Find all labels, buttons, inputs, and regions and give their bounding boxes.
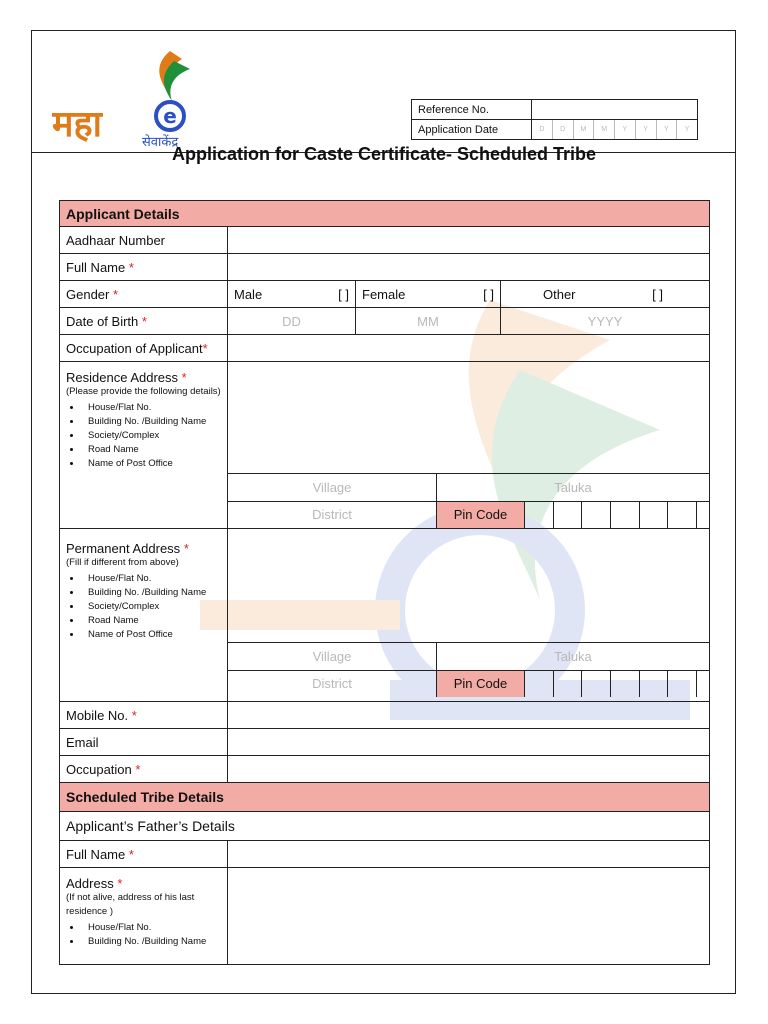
date-box[interactable]: M bbox=[593, 120, 614, 139]
required-star: * bbox=[128, 259, 134, 275]
father-address-note: (If not alive, address of his last residence ) bbox=[66, 892, 195, 917]
reference-box bbox=[411, 99, 698, 140]
application-date-label: Application Date bbox=[412, 120, 532, 140]
residence-village-input[interactable]: Village bbox=[228, 474, 437, 501]
residence-text: Residence Address bbox=[66, 370, 179, 385]
residence-address-label bbox=[60, 362, 228, 529]
permanent-address-input[interactable] bbox=[228, 533, 709, 643]
father-address-items-list bbox=[66, 921, 221, 949]
permanent-address-label bbox=[60, 529, 228, 702]
dob-fields bbox=[228, 308, 710, 335]
full-name-text: Full Name bbox=[66, 259, 126, 275]
permanent-district-input[interactable]: District bbox=[228, 670, 437, 697]
required-star: * bbox=[135, 761, 141, 777]
father-full-name-input[interactable] bbox=[228, 841, 710, 868]
dob-day-input[interactable]: DD bbox=[282, 313, 301, 329]
father-details-heading: Applicant’s Father’s Details bbox=[60, 812, 710, 841]
reference-no-label: Reference No. bbox=[412, 100, 532, 120]
list-item: • Road Name bbox=[82, 443, 221, 457]
mobile-text: Mobile No. bbox=[66, 707, 129, 723]
list-item: • Society/Complex bbox=[82, 429, 221, 443]
list-item: • Road Name bbox=[82, 614, 221, 628]
list-item: • House/Flat No. bbox=[82, 572, 221, 586]
list-item: • Building No. /Building Name bbox=[82, 935, 221, 949]
section-scheduled-tribe-details: Scheduled Tribe Details bbox=[60, 783, 710, 812]
application-form bbox=[59, 200, 710, 965]
aadhaar-label: Aadhaar Number bbox=[60, 227, 228, 254]
email-input[interactable] bbox=[228, 729, 710, 756]
dob-text: Date of Birth bbox=[66, 313, 139, 329]
residence-note-block bbox=[66, 385, 221, 471]
page-title: Application for Caste Certificate- Scheduled Tribe bbox=[171, 144, 597, 164]
occupation-label bbox=[60, 756, 228, 783]
required-star: * bbox=[202, 340, 208, 356]
list-item: • Name of Post Office bbox=[82, 457, 221, 471]
other-checkbox[interactable]: [ ] bbox=[652, 286, 663, 302]
permanent-village-input[interactable]: Village bbox=[228, 643, 437, 670]
occupation-applicant-text: Occupation of Applicant bbox=[66, 340, 203, 356]
residence-taluka-input[interactable]: Taluka bbox=[437, 474, 710, 501]
date-box[interactable]: M bbox=[573, 120, 594, 139]
required-star: * bbox=[131, 707, 137, 723]
section-applicant-details: Applicant Details bbox=[60, 201, 710, 227]
required-star: * bbox=[141, 313, 147, 329]
mobile-label bbox=[60, 702, 228, 729]
father-address-note-block bbox=[66, 891, 221, 949]
father-address-label bbox=[60, 868, 228, 965]
application-date-field[interactable] bbox=[532, 120, 698, 140]
required-star: * bbox=[183, 541, 189, 556]
father-full-name-text: Full Name bbox=[66, 846, 126, 862]
male-checkbox[interactable]: [ ] bbox=[338, 286, 349, 302]
gender-text: Gender bbox=[66, 286, 110, 302]
required-star: * bbox=[113, 286, 119, 302]
permanent-note: (Fill if different from above) bbox=[66, 557, 179, 568]
list-item: • House/Flat No. bbox=[82, 401, 221, 415]
full-name-label bbox=[60, 254, 228, 281]
full-name-input[interactable] bbox=[228, 254, 710, 281]
list-item: • Name of Post Office bbox=[82, 628, 221, 642]
required-star: * bbox=[181, 370, 187, 385]
required-star: * bbox=[128, 846, 134, 862]
email-label: Email bbox=[60, 729, 228, 756]
dob-label bbox=[60, 308, 228, 335]
date-box[interactable]: Y bbox=[614, 120, 635, 139]
list-item: • House/Flat No. bbox=[82, 921, 221, 935]
dob-month-input[interactable]: MM bbox=[356, 308, 501, 334]
occupation-applicant-input[interactable] bbox=[228, 335, 710, 362]
occupation-text: Occupation bbox=[66, 761, 132, 777]
permanent-pin-input[interactable] bbox=[525, 670, 710, 697]
father-address-text: Address bbox=[66, 876, 114, 891]
residence-address-fields bbox=[228, 362, 710, 529]
residence-district-input[interactable]: District bbox=[228, 501, 437, 528]
residence-pin-input[interactable] bbox=[525, 501, 710, 528]
father-full-name-label bbox=[60, 841, 228, 868]
permanent-pin-label: Pin Code bbox=[437, 670, 525, 697]
aadhaar-input[interactable] bbox=[228, 227, 710, 254]
mobile-input[interactable] bbox=[228, 702, 710, 729]
female-label: Female bbox=[362, 286, 406, 302]
residence-items-list bbox=[66, 401, 221, 471]
gender-options bbox=[228, 281, 710, 308]
logo-letter: e bbox=[163, 104, 177, 128]
permanent-text: Permanent Address bbox=[66, 541, 181, 556]
dob-year-input[interactable]: YYYY bbox=[501, 308, 710, 334]
reference-no-field[interactable] bbox=[532, 100, 698, 120]
maha-e-seva-kendra-logo bbox=[52, 41, 212, 151]
list-item: • Building No. /Building Name bbox=[82, 415, 221, 429]
date-box[interactable]: D bbox=[552, 120, 573, 139]
gender-male-option[interactable] bbox=[228, 281, 356, 307]
date-box[interactable]: Y bbox=[656, 120, 677, 139]
list-item: • Society/Complex bbox=[82, 600, 221, 614]
occupation-input[interactable] bbox=[228, 756, 710, 783]
gender-other-option[interactable] bbox=[501, 281, 710, 307]
occupation-applicant-label bbox=[60, 335, 228, 362]
permanent-note-block bbox=[66, 556, 221, 642]
list-item: • Building No. /Building Name bbox=[82, 586, 221, 600]
residence-pin-label: Pin Code bbox=[437, 501, 525, 528]
permanent-address-fields bbox=[228, 529, 710, 702]
date-box[interactable]: Y bbox=[676, 120, 697, 139]
date-box[interactable]: D bbox=[539, 126, 545, 133]
gender-label bbox=[60, 281, 228, 308]
logo-subtext: सेवाकेंद्र bbox=[142, 135, 179, 150]
date-box[interactable]: Y bbox=[635, 120, 656, 139]
female-checkbox[interactable]: [ ] bbox=[483, 286, 494, 302]
required-star: * bbox=[117, 876, 123, 891]
father-address-input[interactable] bbox=[228, 868, 710, 965]
permanent-taluka-input[interactable]: Taluka bbox=[437, 643, 710, 670]
male-label: Male bbox=[234, 286, 263, 302]
gender-female-option[interactable] bbox=[356, 281, 501, 307]
logo-text: महा bbox=[52, 104, 102, 145]
permanent-items-list bbox=[66, 572, 221, 642]
residence-note: (Please provide the following details) bbox=[66, 386, 221, 397]
residence-address-input[interactable] bbox=[228, 362, 709, 474]
other-label: Other bbox=[543, 286, 576, 302]
